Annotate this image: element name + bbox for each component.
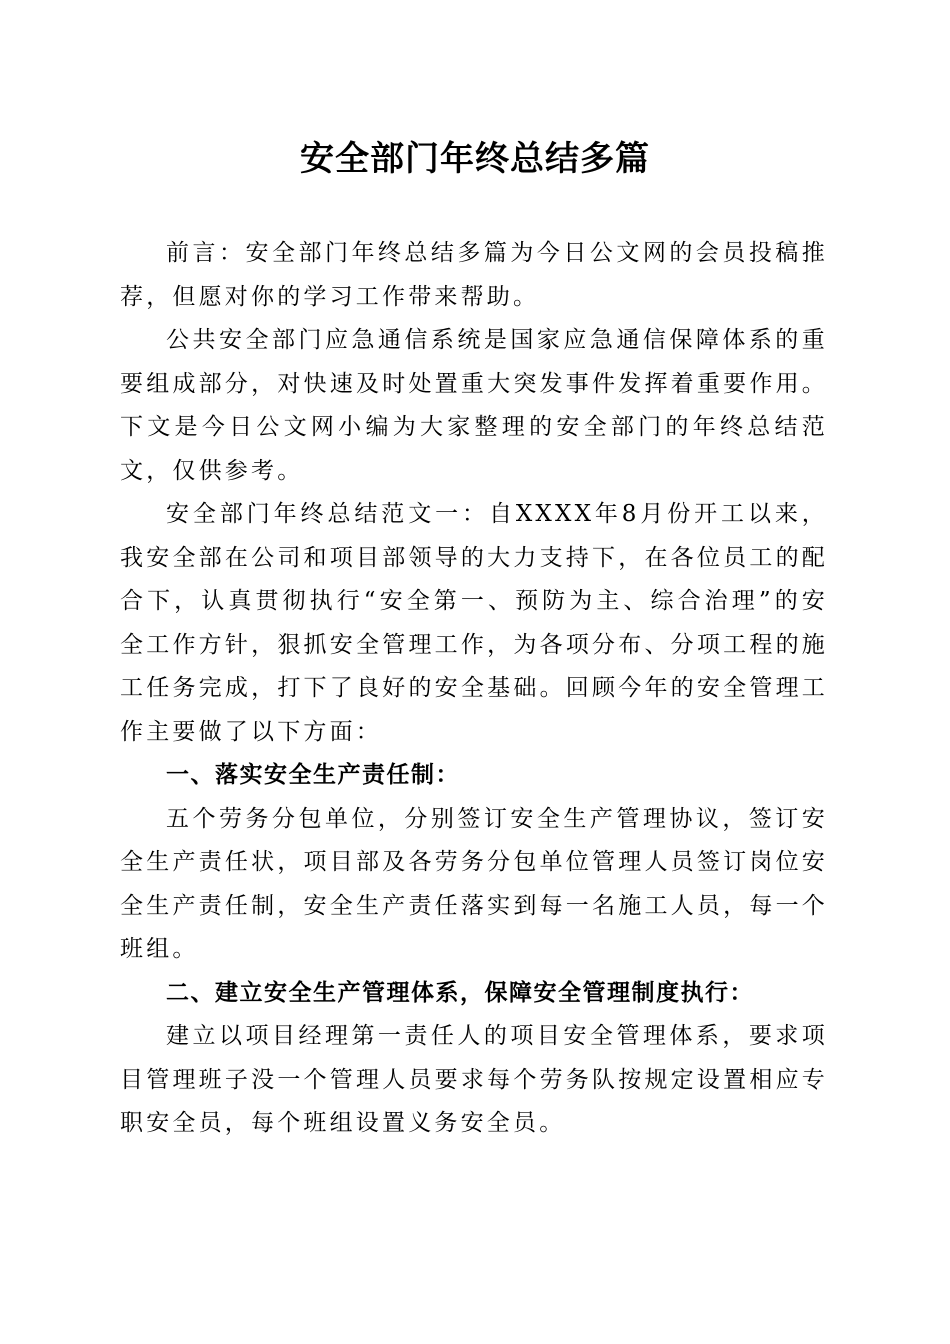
paragraph-management-system: 建立以项目经理第一责任人的项目安全管理体系，要求项目管理班子没一个管理人员要求每个劳务队按规定设置相应专职安全员，每个班组设置义务安全员。 [120,1023,828,1136]
paragraph-sample-one: 安全部门年终总结范文一：自XXXX年8月份开工以来，我安全部在公司和项目部领导的大力支持下，在各位员工的配合下，认真贯彻执行“安全第一、预防为主、综合治理”的安全工作方针，狠抓安全管理工作，为各项分布、分项工程的施工任务完成，打下了良好的安全基础。回顾今年的安全管理工作主要做了以下方面： [120,501,828,745]
document-body [120,232,828,1146]
document-title: 安全部门年终总结多篇 [300,139,650,179]
section-heading-management-system: 二、建立安全生产管理体系，保障安全管理制度执行： [166,979,754,1006]
paragraph-responsibility: 五个劳务分包单位，分别签订安全生产管理协议，签订安全生产责任状，项目部及各劳务分包单位管理人员签订岗位安全生产责任制，安全生产责任落实到每一名施工人员，每一个班组。 [120,805,828,962]
paragraph-intro: 公共安全部门应急通信系统是国家应急通信保障体系的重要组成部分，对快速及时处置重大突发事件发挥着重要作用。下文是今日公文网小编为大家整理的安全部门的年终总结范文，仅供参考。 [120,327,828,484]
paragraph-preface: 前言：安全部门年终总结多篇为今日公文网的会员投稿推荐，但愿对你的学习工作带来帮助。 [120,240,828,310]
section-heading-responsibility: 一、落实安全生产责任制： [166,762,460,788]
